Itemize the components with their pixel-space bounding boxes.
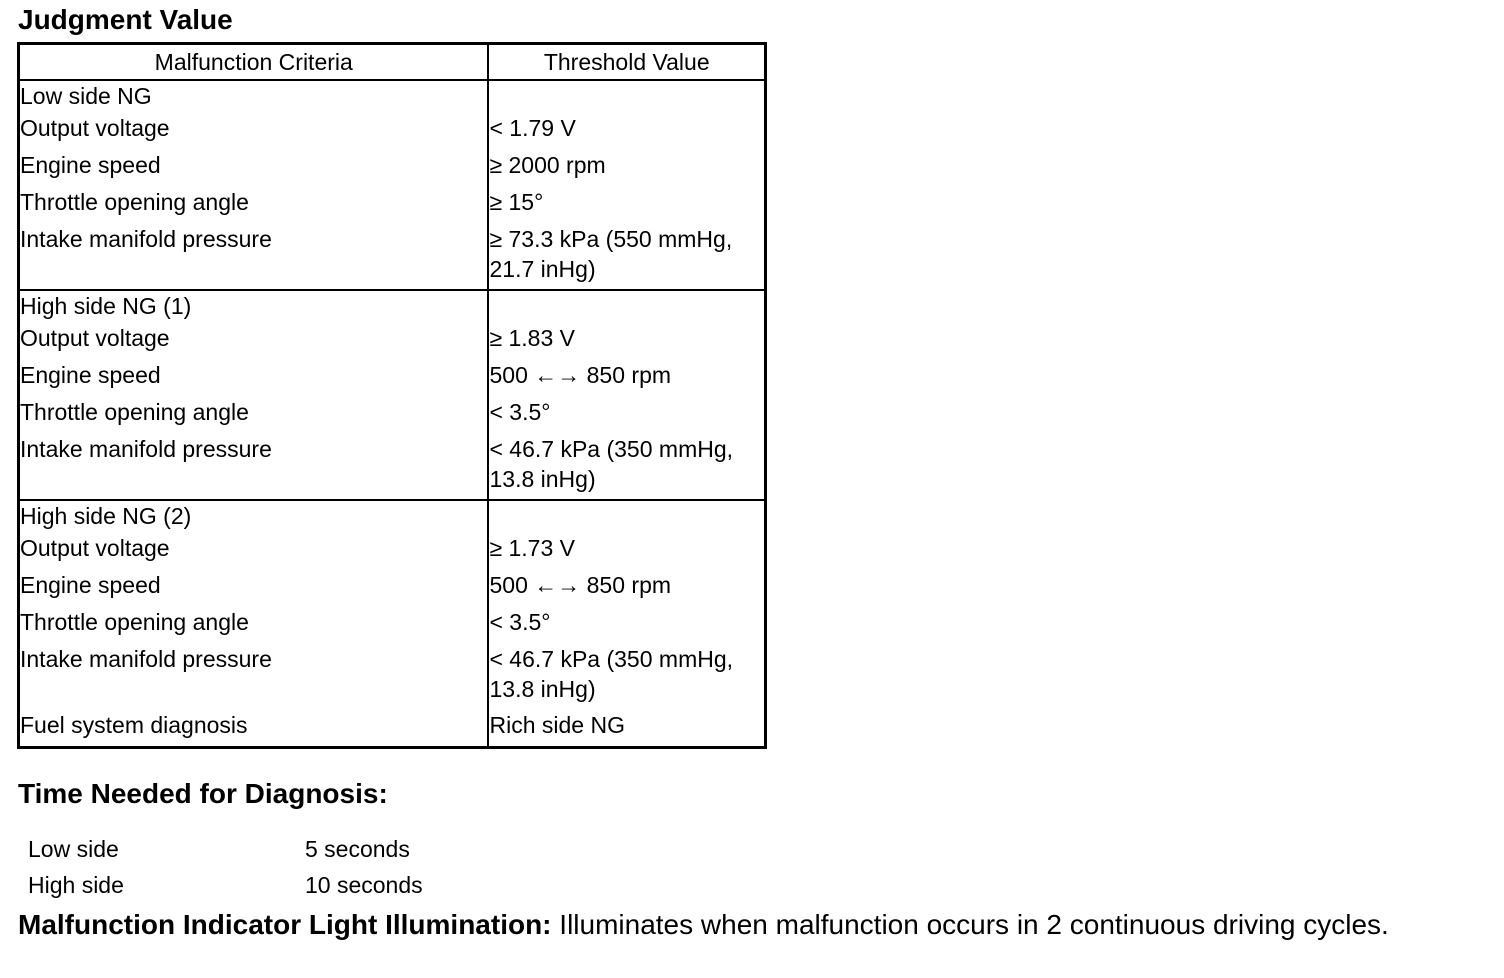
time-value: 10 seconds <box>305 872 423 898</box>
mil-label: Malfunction Indicator Light Illumination: <box>18 909 552 940</box>
criteria-cell: Intake manifold pressure <box>19 644 489 710</box>
criteria-cell: Throttle opening angle <box>19 187 489 224</box>
table-row <box>19 607 766 644</box>
time-needed-heading: Time Needed for Diagnosis: <box>18 778 388 809</box>
table-row <box>19 644 766 710</box>
group-name: High side NG (2) <box>19 500 489 533</box>
column-header-criteria: Malfunction Criteria <box>19 44 489 81</box>
table-row <box>19 224 766 290</box>
group-value-empty <box>488 80 765 113</box>
criteria-cell: Engine speed <box>19 150 489 187</box>
criteria-cell: Intake manifold pressure <box>19 434 489 500</box>
threshold-cell: ≥ 73.3 kPa (550 mmHg, 21.7 inHg) <box>488 224 765 290</box>
threshold-cell: < 46.7 kPa (350 mmHg, 13.8 inHg) <box>488 434 765 500</box>
criteria-cell: Output voltage <box>19 323 489 360</box>
threshold-cell: < 1.79 V <box>488 113 765 150</box>
criteria-cell: Intake manifold pressure <box>19 224 489 290</box>
table-row <box>19 397 766 434</box>
diagnosis-time-list <box>28 832 423 904</box>
group-header-row <box>19 500 766 533</box>
threshold-cell: Rich side NG <box>488 710 765 747</box>
table-row <box>19 323 766 360</box>
table-row <box>19 533 766 570</box>
group-value-empty <box>488 290 765 323</box>
table-row <box>19 360 766 397</box>
time-label: Low side <box>28 836 119 862</box>
table-header-row <box>19 44 766 81</box>
threshold-cell: ≥ 2000 rpm <box>488 150 765 187</box>
time-label: High side <box>28 872 124 898</box>
criteria-cell: Engine speed <box>19 570 489 607</box>
criteria-cell: Output voltage <box>19 113 489 150</box>
criteria-cell: Output voltage <box>19 533 489 570</box>
column-header-threshold: Threshold Value <box>488 44 765 81</box>
threshold-cell: ≥ 1.73 V <box>488 533 765 570</box>
criteria-cell: Throttle opening angle <box>19 397 489 434</box>
threshold-cell: ≥ 15° <box>488 187 765 224</box>
criteria-cell: Engine speed <box>19 360 489 397</box>
table-row <box>19 434 766 500</box>
mil-illumination-paragraph <box>18 908 1478 941</box>
group-header-row <box>19 80 766 113</box>
threshold-cell: < 3.5° <box>488 397 765 434</box>
threshold-cell: 500 ←→ 850 rpm <box>488 360 765 397</box>
list-item <box>28 868 423 904</box>
time-value: 5 seconds <box>305 836 410 862</box>
threshold-cell: ≥ 1.83 V <box>488 323 765 360</box>
table-row <box>19 187 766 224</box>
group-name: Low side NG <box>19 80 489 113</box>
table-row <box>19 150 766 187</box>
table-row <box>19 113 766 150</box>
threshold-cell: < 3.5° <box>488 607 765 644</box>
list-item <box>28 832 423 868</box>
group-name: High side NG (1) <box>19 290 489 323</box>
threshold-cell: 500 ←→ 850 rpm <box>488 570 765 607</box>
judgment-table <box>17 42 767 749</box>
table-row <box>19 710 766 747</box>
threshold-cell: < 46.7 kPa (350 mmHg, 13.8 inHg) <box>488 644 765 710</box>
criteria-cell: Fuel system diagnosis <box>19 710 489 747</box>
group-value-empty <box>488 500 765 533</box>
group-header-row <box>19 290 766 323</box>
mil-text: Illuminates when malfunction occurs in 2 continuous driving cycles. <box>551 909 1389 940</box>
judgment-value-heading: Judgment Value <box>18 4 233 35</box>
table-row <box>19 570 766 607</box>
criteria-cell: Throttle opening angle <box>19 607 489 644</box>
